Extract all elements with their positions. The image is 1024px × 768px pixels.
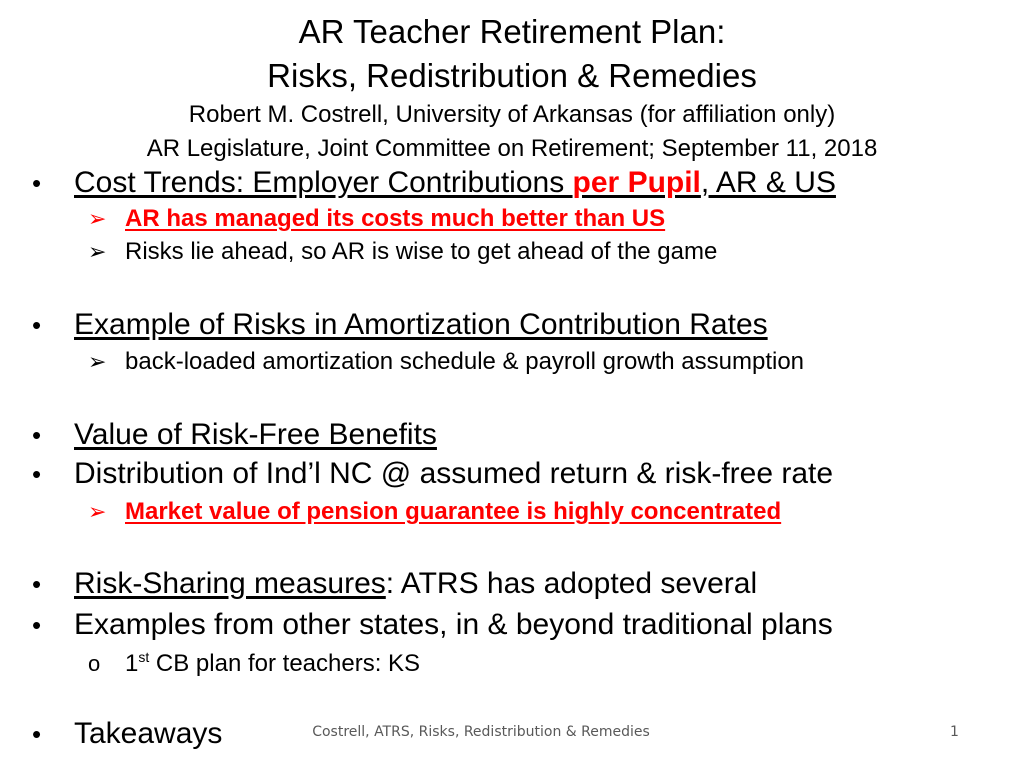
bullet-cost-trends: [32, 164, 836, 202]
subbullet-cb-plan: [88, 649, 420, 679]
cost-trends-highlight: per Pupil: [572, 166, 701, 199]
cb-plan-sup: st: [138, 649, 150, 665]
arrow-marker-icon: ➢: [88, 206, 107, 231]
slide-footer: Costrell, ATRS, Risks, Redistribution & Remedies: [312, 724, 650, 740]
subbullet-ar-managed: [88, 204, 665, 234]
cost-trends-text: [74, 166, 836, 199]
bullet-marker: •: [32, 569, 42, 599]
cost-trends-part1: Cost Trends: Employer Contributions: [74, 166, 573, 199]
bullet-marker: •: [32, 310, 42, 340]
bullet-marker: •: [32, 719, 42, 749]
bullet-examples-other: [32, 606, 833, 644]
subbullet-risks-ahead: [88, 237, 717, 267]
bullet-example-risks: [32, 306, 768, 344]
example-risks-text: Example of Risks in Amortization Contribution Rates: [74, 308, 768, 341]
slide-page-number: 1: [950, 724, 959, 740]
arrow-marker-icon: ➢: [88, 349, 107, 374]
bullet-marker: •: [32, 420, 42, 450]
slide-title-line2: Risks, Redistribution & Remedies: [267, 57, 757, 94]
bullet-value-risk-free: [32, 416, 437, 454]
bullet-marker: •: [32, 459, 42, 489]
author-line: Robert M. Costrell, University of Arkansas (for affiliation only): [188, 101, 836, 128]
bullet-marker: •: [32, 610, 42, 640]
examples-other-text: Examples from other states, in & beyond traditional plans: [74, 608, 833, 641]
cb-plan-post: CB plan for teachers: KS: [149, 650, 421, 677]
bullet-distribution: [32, 455, 833, 493]
value-risk-free-text: Value of Risk-Free Benefits: [74, 418, 437, 451]
cost-trends-part3: , AR & US: [700, 166, 836, 199]
distribution-text: Distribution of Ind’l NC @ assumed return & risk-free rate: [74, 457, 834, 490]
cb-plan-pre: 1: [125, 650, 139, 677]
back-loaded-text: back-loaded amortization schedule & payroll growth assumption: [125, 348, 805, 375]
slide-title-line1: AR Teacher Retirement Plan:: [298, 13, 726, 50]
arrow-marker-icon: ➢: [88, 239, 107, 264]
arrow-marker-icon: ➢: [88, 499, 107, 524]
subbullet-back-loaded: [88, 347, 804, 377]
venue-line: AR Legislature, Joint Committee on Retirement; September 11, 2018: [146, 135, 878, 162]
ar-managed-text: AR has managed its costs much better than US: [125, 205, 666, 232]
market-value-text: Market value of pension guarantee is highly concentrated: [125, 498, 782, 525]
risk-sharing-rest: : ATRS has adopted several: [385, 567, 758, 600]
risks-ahead-text: Risks lie ahead, so AR is wise to get ahead of the game: [125, 238, 718, 265]
circle-marker-icon: o: [88, 651, 101, 676]
risk-sharing-underlined: Risk-Sharing measures: [74, 567, 386, 600]
takeaways-text: Takeaways: [74, 717, 223, 750]
bullet-marker: •: [32, 168, 42, 198]
subbullet-market-value: [88, 497, 781, 527]
bullet-risk-sharing: [32, 565, 757, 603]
